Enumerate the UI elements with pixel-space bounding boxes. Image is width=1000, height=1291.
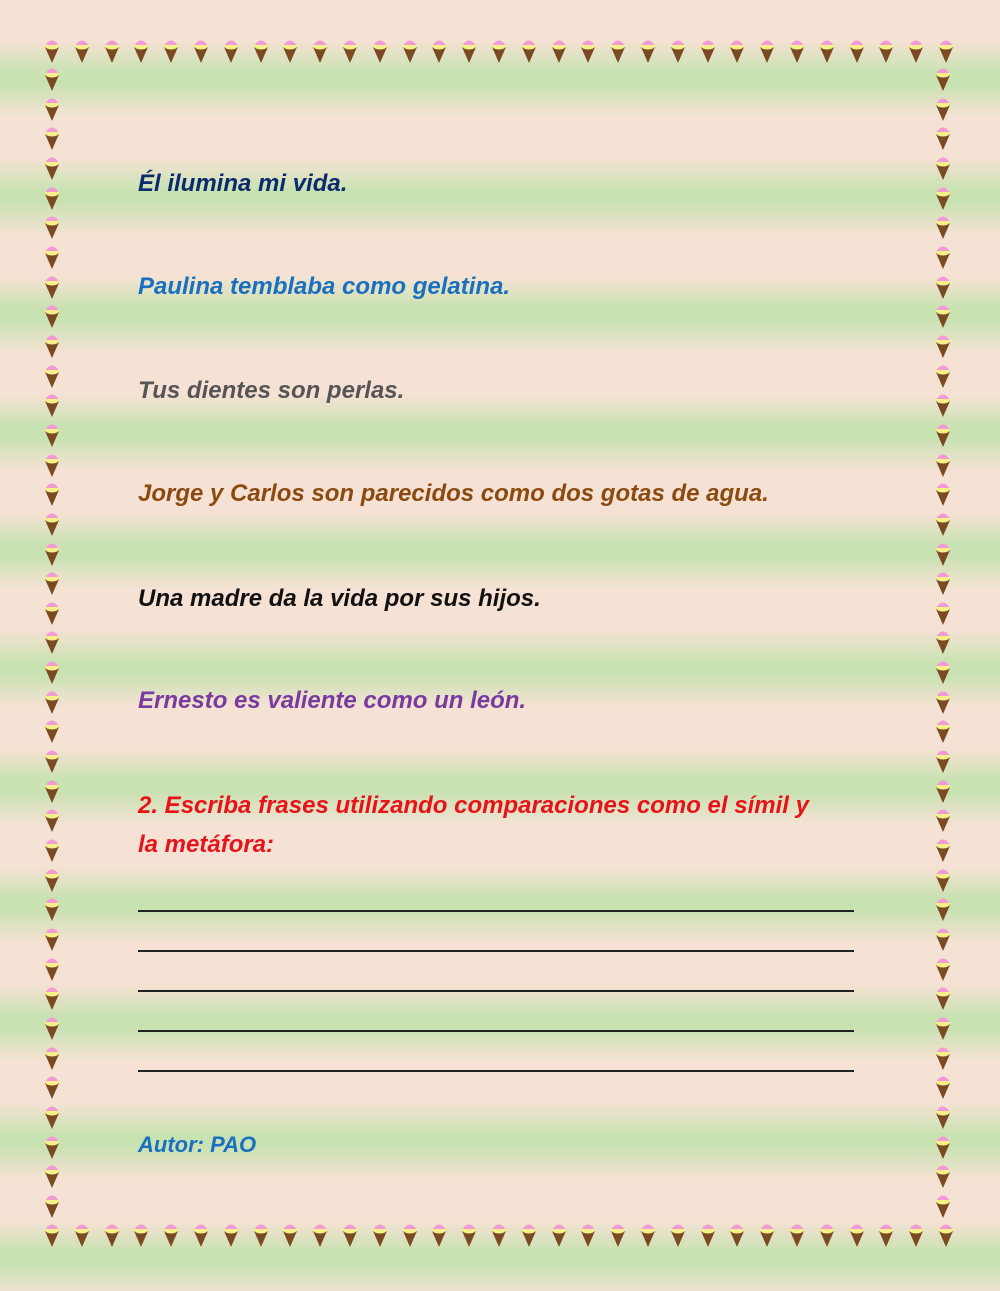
ice-cream-cone-icon (549, 1222, 569, 1248)
ice-cream-cone-icon (933, 896, 953, 922)
ice-cream-cone-icon (638, 1222, 658, 1248)
border-right (933, 66, 953, 1219)
ice-cream-cone-icon (42, 718, 62, 744)
ice-cream-cone-icon (42, 333, 62, 359)
ice-cream-cone-icon (933, 926, 953, 952)
ice-cream-cone-icon (42, 600, 62, 626)
ice-cream-cone-icon (933, 985, 953, 1011)
ice-cream-cone-icon (42, 926, 62, 952)
ice-cream-cone-icon (131, 38, 151, 64)
ice-cream-cone-icon (608, 1222, 628, 1248)
ice-cream-cone-icon (787, 38, 807, 64)
ice-cream-cone-icon (608, 38, 628, 64)
ice-cream-cone-icon (429, 38, 449, 64)
ice-cream-cone-icon (933, 1134, 953, 1160)
ice-cream-cone-icon (936, 38, 956, 64)
ice-cream-cone-icon (42, 541, 62, 567)
border-top (42, 38, 956, 66)
ice-cream-cone-icon (817, 38, 837, 64)
ice-cream-cone-icon (787, 1222, 807, 1248)
ice-cream-cone-icon (933, 541, 953, 567)
ice-cream-cone-icon (933, 689, 953, 715)
ice-cream-cone-icon (933, 333, 953, 359)
ice-cream-cone-icon (42, 1104, 62, 1130)
ice-cream-cone-icon (42, 867, 62, 893)
ice-cream-cone-icon (933, 303, 953, 329)
ice-cream-cone-icon (42, 570, 62, 596)
ice-cream-cone-icon (757, 38, 777, 64)
ice-cream-cone-icon (847, 38, 867, 64)
ice-cream-cone-icon (933, 600, 953, 626)
ice-cream-cone-icon (906, 1222, 926, 1248)
ice-cream-cone-icon (42, 155, 62, 181)
ice-cream-cone-icon (42, 1074, 62, 1100)
ice-cream-cone-icon (42, 1134, 62, 1160)
ice-cream-cone-icon (698, 1222, 718, 1248)
instruction-line-1: 2. Escriba frases utilizando comparaciones como el símil y (138, 792, 809, 819)
answer-line-4[interactable] (138, 992, 854, 1032)
ice-cream-cone-icon (876, 1222, 896, 1248)
instruction (138, 786, 858, 864)
ice-cream-cone-icon (906, 38, 926, 64)
ice-cream-cone-icon (191, 38, 211, 64)
ice-cream-cone-icon (42, 1045, 62, 1071)
ice-cream-cone-icon (42, 125, 62, 151)
border-bottom (42, 1222, 956, 1250)
ice-cream-cone-icon (370, 1222, 390, 1248)
sentence-6: Ernesto es valiente como un león. (138, 687, 527, 714)
ice-cream-cone-icon (757, 1222, 777, 1248)
ice-cream-cone-icon (933, 1074, 953, 1100)
ice-cream-cone-icon (42, 1163, 62, 1189)
ice-cream-cone-icon (42, 422, 62, 448)
ice-cream-cone-icon (131, 1222, 151, 1248)
ice-cream-cone-icon (42, 274, 62, 300)
ice-cream-cone-icon (42, 452, 62, 478)
ice-cream-cone-icon (698, 38, 718, 64)
ice-cream-cone-icon (933, 837, 953, 863)
ice-cream-cone-icon (668, 38, 688, 64)
ice-cream-cone-icon (578, 38, 598, 64)
ice-cream-cone-icon (933, 452, 953, 478)
ice-cream-cone-icon (221, 1222, 241, 1248)
ice-cream-cone-icon (933, 1104, 953, 1130)
answer-line-5[interactable] (138, 1032, 854, 1072)
ice-cream-cone-icon (42, 244, 62, 270)
ice-cream-cone-icon (400, 1222, 420, 1248)
answer-line-2[interactable] (138, 912, 854, 952)
ice-cream-cone-icon (933, 185, 953, 211)
sentence-3: Tus dientes son perlas. (138, 377, 405, 404)
sentence-5: Una madre da la vida por sus hijos. (138, 585, 541, 612)
ice-cream-cone-icon (42, 778, 62, 804)
ice-cream-cone-icon (42, 659, 62, 685)
ice-cream-cone-icon (578, 1222, 598, 1248)
ice-cream-cone-icon (42, 837, 62, 863)
ice-cream-cone-icon (161, 38, 181, 64)
author-credit: Autor: PAO (138, 1132, 257, 1157)
ice-cream-cone-icon (42, 481, 62, 507)
ice-cream-cone-icon (727, 1222, 747, 1248)
ice-cream-cone-icon (933, 96, 953, 122)
ice-cream-cone-icon (668, 1222, 688, 1248)
ice-cream-cone-icon (42, 363, 62, 389)
sentence-4: Jorge y Carlos son parecidos como dos gotas de agua. (138, 480, 769, 507)
ice-cream-cone-icon (519, 1222, 539, 1248)
ice-cream-cone-icon (310, 38, 330, 64)
ice-cream-cone-icon (933, 1015, 953, 1041)
ice-cream-cone-icon (933, 659, 953, 685)
ice-cream-cone-icon (42, 511, 62, 537)
ice-cream-cone-icon (933, 392, 953, 418)
ice-cream-cone-icon (251, 38, 271, 64)
ice-cream-cone-icon (42, 629, 62, 655)
ice-cream-cone-icon (42, 807, 62, 833)
ice-cream-cone-icon (161, 1222, 181, 1248)
ice-cream-cone-icon (933, 66, 953, 92)
ice-cream-cone-icon (370, 38, 390, 64)
answer-line-3[interactable] (138, 952, 854, 992)
ice-cream-cone-icon (459, 1222, 479, 1248)
ice-cream-cone-icon (429, 1222, 449, 1248)
ice-cream-cone-icon (933, 748, 953, 774)
ice-cream-cone-icon (638, 38, 658, 64)
ice-cream-cone-icon (102, 1222, 122, 1248)
ice-cream-cone-icon (933, 867, 953, 893)
ice-cream-cone-icon (42, 38, 62, 64)
ice-cream-cone-icon (42, 689, 62, 715)
ice-cream-cone-icon (251, 1222, 271, 1248)
ice-cream-cone-icon (310, 1222, 330, 1248)
ice-cream-cone-icon (42, 66, 62, 92)
sentence-2: Paulina temblaba como gelatina. (138, 273, 511, 300)
ice-cream-cone-icon (42, 1015, 62, 1041)
ice-cream-cone-icon (933, 274, 953, 300)
ice-cream-cone-icon (191, 1222, 211, 1248)
ice-cream-cone-icon (42, 303, 62, 329)
ice-cream-cone-icon (42, 185, 62, 211)
ice-cream-cone-icon (340, 38, 360, 64)
ice-cream-cone-icon (489, 1222, 509, 1248)
ice-cream-cone-icon (933, 956, 953, 982)
ice-cream-cone-icon (72, 1222, 92, 1248)
ice-cream-cone-icon (933, 778, 953, 804)
ice-cream-cone-icon (933, 125, 953, 151)
ice-cream-cone-icon (459, 38, 479, 64)
answer-lines (138, 890, 854, 1072)
instruction-line-2: la metáfora: (138, 831, 275, 858)
ice-cream-cone-icon (817, 1222, 837, 1248)
ice-cream-cone-icon (42, 214, 62, 240)
ice-cream-cone-icon (933, 422, 953, 448)
ice-cream-cone-icon (933, 481, 953, 507)
border-left (42, 66, 62, 1219)
ice-cream-cone-icon (42, 1222, 62, 1248)
ice-cream-cone-icon (400, 38, 420, 64)
ice-cream-cone-icon (933, 570, 953, 596)
ice-cream-cone-icon (340, 1222, 360, 1248)
answer-line-1[interactable] (138, 890, 854, 912)
ice-cream-cone-icon (847, 1222, 867, 1248)
ice-cream-cone-icon (933, 1045, 953, 1071)
ice-cream-cone-icon (42, 896, 62, 922)
ice-cream-cone-icon (933, 629, 953, 655)
ice-cream-cone-icon (72, 38, 92, 64)
ice-cream-cone-icon (42, 96, 62, 122)
ice-cream-cone-icon (876, 38, 896, 64)
ice-cream-cone-icon (549, 38, 569, 64)
ice-cream-cone-icon (727, 38, 747, 64)
ice-cream-cone-icon (42, 1193, 62, 1219)
ice-cream-cone-icon (489, 38, 509, 64)
ice-cream-cone-icon (42, 985, 62, 1011)
ice-cream-cone-icon (933, 155, 953, 181)
ice-cream-cone-icon (221, 38, 241, 64)
ice-cream-cone-icon (42, 748, 62, 774)
ice-cream-cone-icon (933, 807, 953, 833)
ice-cream-cone-icon (933, 1163, 953, 1189)
ice-cream-cone-icon (933, 363, 953, 389)
ice-cream-cone-icon (42, 956, 62, 982)
ice-cream-cone-icon (933, 718, 953, 744)
ice-cream-cone-icon (936, 1222, 956, 1248)
ice-cream-cone-icon (519, 38, 539, 64)
ice-cream-cone-icon (280, 38, 300, 64)
ice-cream-cone-icon (933, 214, 953, 240)
sentence-1: Él ilumina mi vida. (138, 170, 348, 197)
ice-cream-cone-icon (42, 392, 62, 418)
ice-cream-cone-icon (280, 1222, 300, 1248)
ice-cream-cone-icon (933, 244, 953, 270)
ice-cream-cone-icon (933, 1193, 953, 1219)
ice-cream-cone-icon (102, 38, 122, 64)
ice-cream-cone-icon (933, 511, 953, 537)
